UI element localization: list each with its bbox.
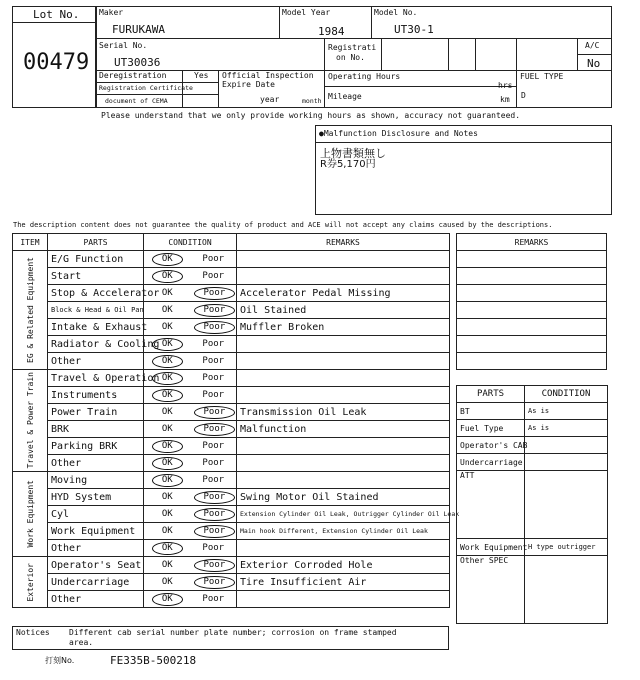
part-name: HYD System <box>48 489 144 506</box>
remark: Transmission Oil Leak <box>237 404 450 421</box>
part-name: Stop & Accelerator <box>48 285 144 302</box>
part-name: Travel & Operation <box>48 370 144 387</box>
ok-mark: OK <box>152 355 183 368</box>
table-row <box>13 285 450 302</box>
group-label: EG & Related Equipment <box>25 257 35 363</box>
right-remarks-header: REMARKS <box>457 234 607 251</box>
table-row <box>13 268 450 285</box>
spec-condition <box>525 556 608 624</box>
table-row <box>13 472 450 489</box>
remark: Accelerator Pedal Missing <box>237 285 450 302</box>
spec-part: Work Equipment <box>457 539 525 556</box>
table-row <box>13 319 450 336</box>
poor-mark: Poor <box>202 475 225 485</box>
maker-value: FURUKAWA <box>112 23 165 36</box>
malfunction-line-2: R券5,170円 <box>320 159 376 170</box>
part-name: Parking BRK <box>48 438 144 455</box>
km-label: km <box>500 95 510 104</box>
part-name: Other <box>48 591 144 608</box>
cema-label: document of CEMA <box>105 97 168 105</box>
ok-mark: OK <box>161 305 173 315</box>
malfunction-box <box>315 125 612 215</box>
remark: Exterior Corroded Hole <box>237 557 450 574</box>
part-name: Radiator & Cooling <box>48 336 144 353</box>
remark <box>237 540 450 557</box>
remark <box>237 268 450 285</box>
spec-condition: As is <box>525 420 608 437</box>
part-name: Intake & Exhaust <box>48 319 144 336</box>
spec-condition <box>525 471 608 539</box>
ok-mark: OK <box>152 270 183 283</box>
part-name: Operator's Seat <box>48 557 144 574</box>
ok-mark: OK <box>152 253 183 266</box>
poor-mark: Poor <box>194 508 236 521</box>
table-row <box>13 302 450 319</box>
remark <box>237 370 450 387</box>
model-no-value: UT30-1 <box>394 23 434 36</box>
part-name: Cyl <box>48 506 144 523</box>
model-year-value: 1984 <box>318 25 345 38</box>
part-name: Other <box>48 455 144 472</box>
ok-mark: OK <box>152 457 183 470</box>
remark-cell <box>457 336 607 353</box>
poor-mark: Poor <box>202 458 225 468</box>
remark <box>237 591 450 608</box>
remark: Main hook Different, Extension Cylinder Oil Leak <box>237 523 450 540</box>
poor-mark: Poor <box>194 287 236 300</box>
serial-value: UT30036 <box>114 56 161 69</box>
spec-part: BT <box>457 403 525 420</box>
remark-cell <box>457 319 607 336</box>
remark-cell <box>457 251 607 268</box>
extra-remarks-table <box>456 233 607 370</box>
ok-mark: OK <box>161 288 173 298</box>
spec-condition <box>525 437 608 454</box>
month-label: month <box>302 97 322 105</box>
part-name: E/G Function <box>48 251 144 268</box>
table-row <box>13 523 450 540</box>
poor-mark: Poor <box>194 304 236 317</box>
poor-mark: Poor <box>194 576 236 589</box>
remark <box>237 455 450 472</box>
table-row <box>13 540 450 557</box>
inspection-table <box>12 233 460 608</box>
remark: Extension Cylinder Oil Leak, Outrigger Cylinder Oil Leak <box>237 506 450 523</box>
remark <box>237 387 450 404</box>
poor-mark: Poor <box>202 356 225 366</box>
table-row <box>13 557 450 574</box>
spec-parts-header: PARTS <box>457 386 525 403</box>
maker-label: Maker <box>99 8 124 17</box>
part-name: Moving <box>48 472 144 489</box>
ok-mark: OK <box>161 407 173 417</box>
serial-label: Serial No. <box>99 41 148 50</box>
item-header: ITEM <box>13 234 48 251</box>
remark-cell <box>457 268 607 285</box>
spec-condition-header: CONDITION <box>525 386 608 403</box>
remark-cell <box>457 353 607 370</box>
part-name: Power Train <box>48 404 144 421</box>
group-label: Exterior <box>25 562 35 602</box>
notices-label: Notices <box>16 628 50 637</box>
remark: Malfunction <box>237 421 450 438</box>
remark-cell <box>457 302 607 319</box>
ok-mark: OK <box>161 492 173 502</box>
table-row <box>13 336 450 353</box>
stamp-value: FE335B-500218 <box>110 654 197 667</box>
ac-value: No <box>587 57 601 70</box>
remark: Oil Stained <box>237 302 450 319</box>
table-row <box>13 591 450 608</box>
model-year-label: Model Year <box>282 8 331 17</box>
group-label: Work Equipment <box>25 480 35 548</box>
table-row <box>13 506 450 523</box>
ok-mark: OK <box>152 338 183 351</box>
remark: Muffler Broken <box>237 319 450 336</box>
part-name: Undercarriage <box>48 574 144 591</box>
deregistration-yes: Yes <box>194 71 209 80</box>
table-row <box>13 353 450 370</box>
poor-mark: Poor <box>194 321 236 334</box>
lot-label: Lot No. <box>33 8 80 21</box>
spec-condition <box>525 454 608 471</box>
registration-label: Registrati <box>328 43 377 52</box>
notices-text: Different cab serial number plate number; corrosion on frame stamped <box>69 628 397 637</box>
parts-header: PARTS <box>48 234 144 251</box>
remark: Tire Insufficient Air <box>237 574 450 591</box>
poor-mark: Poor <box>202 339 225 349</box>
remarks-header: REMARKS <box>237 234 450 251</box>
ok-mark: OK <box>152 372 183 385</box>
remark <box>237 336 450 353</box>
table-row <box>13 387 450 404</box>
poor-mark: Poor <box>202 441 225 451</box>
condition-header: CONDITION <box>144 234 237 251</box>
malfunction-line-1: 上物書類無し <box>320 147 386 160</box>
remark-cell <box>457 285 607 302</box>
part-name: Other <box>48 353 144 370</box>
spec-condition: H type outrigger <box>525 539 608 556</box>
remark <box>237 353 450 370</box>
registration-certificate-label: Registration Certificate <box>99 84 193 92</box>
part-name: Instruments <box>48 387 144 404</box>
remark <box>237 438 450 455</box>
ok-mark: OK <box>161 424 173 434</box>
spec-part: Fuel Type <box>457 420 525 437</box>
poor-mark: Poor <box>202 543 225 553</box>
poor-mark: Poor <box>194 406 236 419</box>
table-row <box>13 370 450 387</box>
lot-number: 00479 <box>23 50 90 75</box>
poor-mark: Poor <box>194 559 236 572</box>
deregistration-label: Deregistration <box>99 71 167 80</box>
table-row <box>13 455 450 472</box>
spec-condition: As is <box>525 403 608 420</box>
ok-mark: OK <box>161 577 173 587</box>
ok-mark: OK <box>152 593 183 606</box>
spec-part: Operator's CAB <box>457 437 525 454</box>
spec-part: Undercarriage <box>457 454 525 471</box>
part-name: Other <box>48 540 144 557</box>
spec-part: ATT <box>457 471 525 539</box>
table-row <box>13 404 450 421</box>
operating-hours-label: Operating Hours <box>328 72 401 81</box>
malfunction-title: ●Malfunction Disclosure and Notes <box>319 129 478 138</box>
part-name: Work Equipment <box>48 523 144 540</box>
fuel-type-value: D <box>521 91 526 100</box>
poor-mark: Poor <box>194 525 236 538</box>
ok-mark: OK <box>152 542 183 555</box>
poor-mark: Poor <box>194 423 236 436</box>
ok-mark: OK <box>161 526 173 536</box>
poor-mark: Poor <box>202 373 225 383</box>
table-row <box>13 251 450 268</box>
table-row <box>13 574 450 591</box>
year-label: year <box>260 95 280 104</box>
ok-mark: OK <box>152 389 183 402</box>
working-hours-notice: Please understand that we only provide working hours as shown, accuracy not guaranteed. <box>101 111 521 120</box>
poor-mark: Poor <box>194 491 236 504</box>
hrs-label: hrs <box>498 81 513 90</box>
ac-label: A/C <box>585 41 600 50</box>
spec-part: Other SPEC <box>457 556 525 624</box>
table-row <box>13 421 450 438</box>
ok-mark: OK <box>161 560 173 570</box>
poor-mark: Poor <box>202 594 225 604</box>
mileage-label: Mileage <box>328 92 362 101</box>
poor-mark: Poor <box>202 254 225 264</box>
group-label: Travel & Power Train <box>25 372 35 469</box>
ok-mark: OK <box>152 440 183 453</box>
stamp-label: 打刻No. <box>45 656 75 665</box>
fuel-type-label: FUEL TYPE <box>520 72 564 81</box>
ok-mark: OK <box>161 322 173 332</box>
disclaimer: The description content does not guarantee the quality of product and ACE will not accept any claims caused by the descriptions. <box>13 221 553 229</box>
part-name: Start <box>48 268 144 285</box>
inspection-label: Official Inspection <box>222 71 314 80</box>
spec-table <box>456 385 608 624</box>
table-row <box>13 438 450 455</box>
remark <box>237 251 450 268</box>
table-row <box>13 489 450 506</box>
model-no-label: Model No. <box>374 8 418 17</box>
remark: Swing Motor Oil Stained <box>237 489 450 506</box>
ok-mark: OK <box>152 474 183 487</box>
part-name: Block & Head & Oil Pan <box>48 302 144 319</box>
remark <box>237 472 450 489</box>
poor-mark: Poor <box>202 390 225 400</box>
part-name: BRK <box>48 421 144 438</box>
ok-mark: OK <box>161 509 173 519</box>
poor-mark: Poor <box>202 271 225 281</box>
